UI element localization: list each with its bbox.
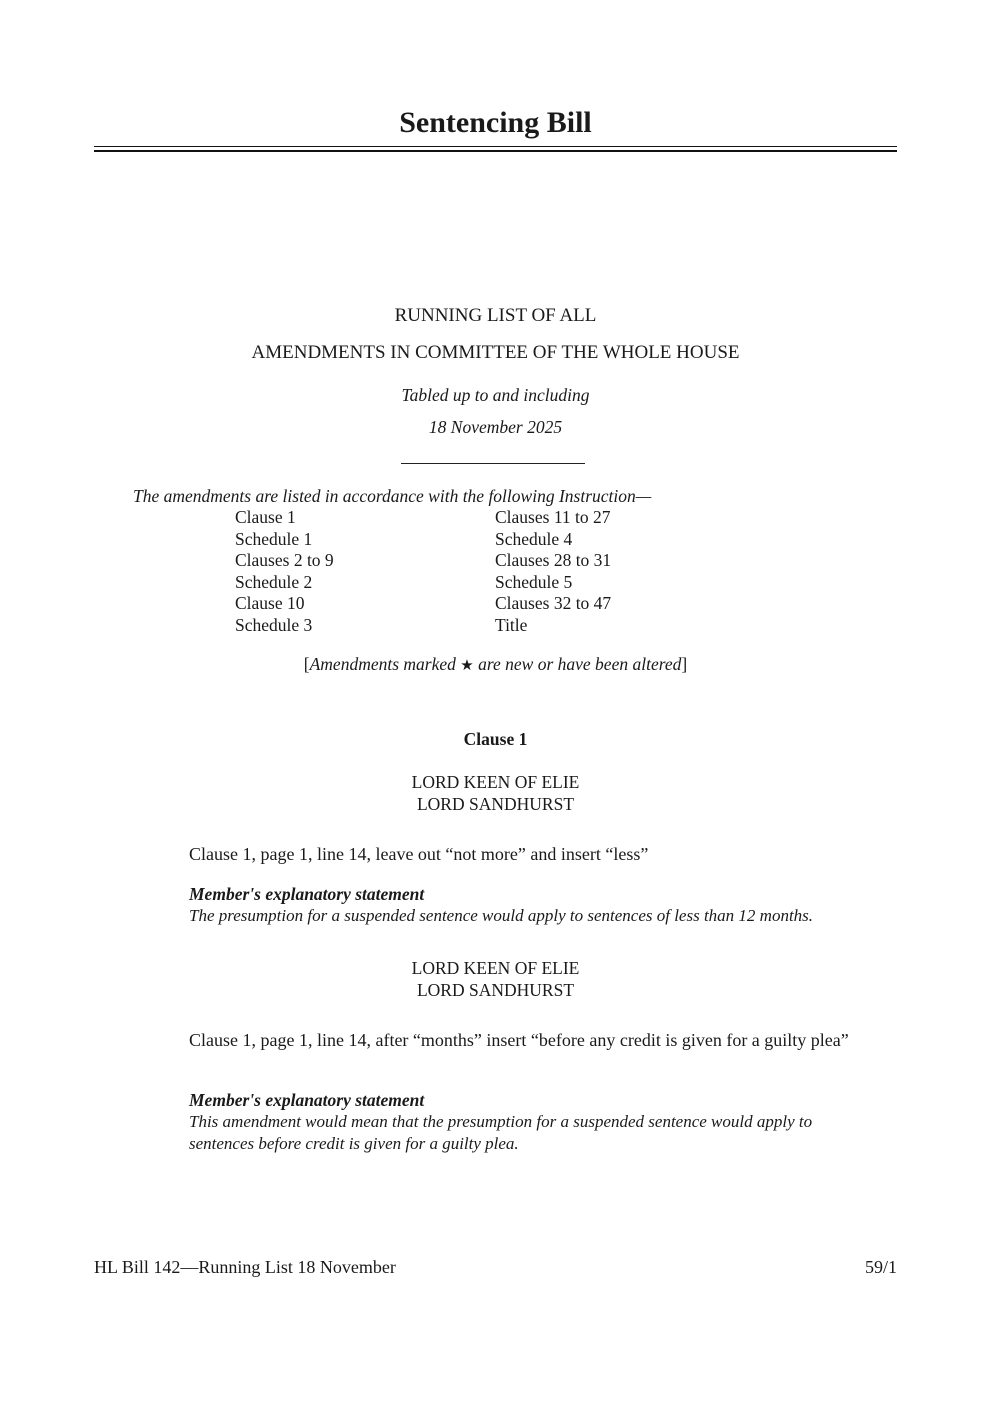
member-name: LORD KEEN OF ELIE (411, 772, 580, 792)
divider (401, 463, 585, 464)
amendment-1-statement: The presumption for a suspended sentence would apply to sentences of less than 12 months. (189, 906, 814, 925)
footer-page-number: 59/1 (864, 1257, 897, 1277)
order-item: Schedule 2 (235, 571, 313, 592)
amendment-2-statement-heading: Member's explanatory statement (189, 1090, 425, 1110)
order-list-right (495, 507, 611, 636)
footer-bill-reference: HL Bill 142—Running List 18 November (94, 1257, 396, 1277)
amendment-2-text: Clause 1, page 1, line 14, after “months” insert “before any credit is given for a guilty plea” (189, 1030, 849, 1050)
section-heading: Clause 1 (463, 729, 528, 749)
order-item: Clauses 32 to 47 (495, 593, 612, 613)
tabled-date: 18 November 2025 (428, 417, 563, 437)
title-rule-thick (94, 150, 897, 152)
instruction-text: The amendments are listed in accordance with the following Instruction— (133, 486, 652, 506)
order-item: Clauses 2 to 9 (235, 550, 334, 570)
order-item: Clauses 11 to 27 (495, 507, 611, 527)
order-item: Clause 1 (235, 507, 296, 527)
member-name: LORD KEEN OF ELIE (411, 958, 580, 978)
order-item: Title (495, 614, 528, 635)
amendment-2-statement: This amendment would mean that the presumption for a suspended sentence would apply to sentences before credit is given for a guilty plea. (189, 1112, 813, 1153)
tabled-line-1: Tabled up to and including (401, 385, 590, 405)
order-item: Clause 10 (235, 593, 305, 613)
title-rule-thin (94, 146, 897, 147)
member-name: LORD SANDHURST (416, 794, 575, 814)
amendment-1-members (0, 771, 991, 815)
order-item: Clauses 28 to 31 (495, 550, 612, 570)
star-icon: ★ (460, 656, 474, 674)
star-note: [Amendments marked ★ are new or have been altered] (303, 654, 688, 674)
amendment-1-statement-heading: Member's explanatory statement (189, 884, 425, 904)
order-item: Schedule 1 (235, 528, 313, 549)
order-item: Schedule 3 (235, 614, 313, 635)
document-title: Sentencing Bill (399, 106, 592, 139)
order-list-left (235, 507, 334, 636)
member-name: LORD SANDHURST (416, 980, 575, 1000)
order-item: Schedule 4 (495, 528, 573, 549)
amendment-2-members (0, 957, 991, 1001)
amendment-1-text: Clause 1, page 1, line 14, leave out “not more” and insert “less” (189, 844, 649, 864)
heading-line-2: AMENDMENTS IN COMMITTEE OF THE WHOLE HOUSE (251, 342, 740, 363)
order-item: Schedule 5 (495, 571, 573, 592)
heading-line-1: RUNNING LIST OF ALL (394, 305, 597, 326)
